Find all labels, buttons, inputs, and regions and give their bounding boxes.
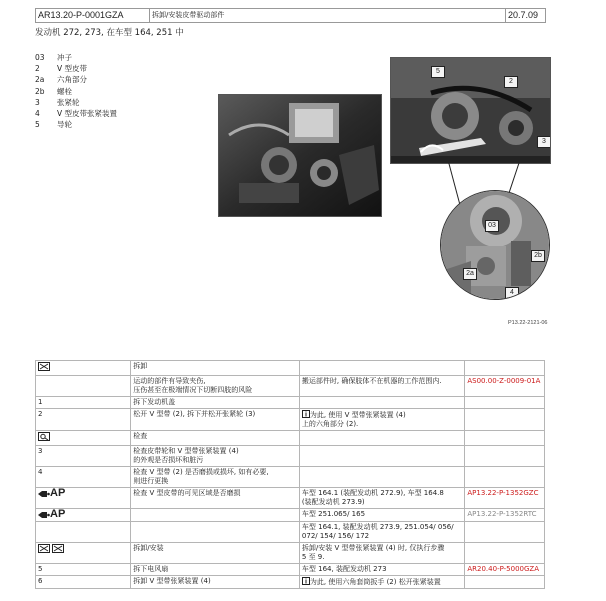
callout-2: 2 [504,76,518,88]
step-number: 3 [38,447,43,455]
tensioner-zoom-photo [440,190,550,300]
procedure-table [35,360,545,589]
note-text: 车型 164.1, 装配发动机 273.9, 251.054/ 056/ 072/ 154/ 156/ 172 [301,523,454,540]
note-text: 车型 164.1 (装配发动机 272.9), 车型 164.8 (装配发动机 273.9) [301,489,444,506]
callout-4: 4 [505,287,519,299]
callout-3: 3 [537,136,551,148]
info-icon [302,578,310,586]
table-row [36,467,545,488]
info-icon [302,411,310,419]
table-row [36,543,545,564]
ap-icon [38,490,50,498]
note-text: 车型 164, 装配发动机 273 [301,565,387,573]
table-row [36,361,545,376]
reference-link [465,397,545,409]
belt-drive-detail-photo [390,57,551,164]
reference-link [465,431,545,446]
callout-5: 5 [431,66,445,78]
step-cell [36,509,131,522]
note-text: 为此, 使用 V 型带张紧装置 (4) 上的六角部分 (2). [301,411,406,428]
legend-item: 2b 螺栓 [35,86,72,96]
note-cell [299,522,464,543]
table-row [36,431,545,446]
step-cell [36,361,131,376]
remove-install-icon [38,544,64,556]
note-cell [299,376,464,397]
note-text: 车型 251.065/ 165 [301,510,366,518]
doc-id: AR13.20-P-0001GZA [36,9,150,22]
note-cell [299,397,464,409]
removal-icon [38,362,50,374]
table-row [36,376,545,397]
note-cell [299,543,464,564]
table-row [36,576,545,589]
instruction-cell [131,522,300,543]
instruction-cell: 检查皮带轮和 V 型带张紧装置 (4) 的外观是否损坏和脏污 [131,446,300,467]
note-text: 搬运部件时, 确保肢体不在机器的工作范围内. [301,377,442,385]
instruction-cell: 运动的部件有导致夹伤, 压伤甚至在极端情况下切断四肢的风险 [131,376,300,397]
ap-badge: AP [50,508,66,520]
note-text: 为此, 使用六角套筒扳手 (2) 松开张紧装置 [309,578,441,586]
instruction-cell: 拆卸 [131,361,300,376]
callout-2b: 2b [531,250,545,262]
table-row [36,522,545,543]
figure-code: P13.22-2121-06 [508,320,548,326]
instruction-cell: 拆下发动机盖 [131,397,300,409]
note-cell [299,446,464,467]
reference-link[interactable]: AR20.40-P-5000GZA [465,564,545,576]
instruction-cell: 检查 [131,431,300,446]
step-cell [36,446,131,467]
instruction-cell: 检查 V 型皮带的可见区域是否磨损 [131,488,300,509]
note-cell [299,488,464,509]
instruction-cell: 拆卸 V 型带张紧装置 (4) [131,576,300,589]
step-cell [36,564,131,576]
table-row [36,564,545,576]
ap-icon [38,511,50,519]
step-cell [36,522,131,543]
legend-item: 2 V 型皮带 [35,64,88,74]
reference-link [465,409,545,431]
step-cell [36,397,131,409]
reference-link[interactable]: AP13.22-P-1352RTC [465,509,545,522]
callout-03: 03 [485,220,499,232]
reference-link [465,361,545,376]
doc-date: 20.7.09 [508,10,539,20]
note-cell [299,361,464,376]
note-text: 拆卸/安装 V 型带张紧装置 (4) 时, 仅执行步骤 5 至 9. [301,544,445,561]
legend-item: 4 V 型皮带张紧装置 [35,109,118,119]
callout-2a: 2a [463,268,477,280]
note-cell [299,576,464,589]
step-cell [36,467,131,488]
note-cell [299,409,464,431]
step-number: 5 [38,565,43,573]
step-number: 2 [38,410,43,418]
step-cell [36,576,131,589]
reference-link[interactable]: AS00.00-Z-0009-01A [465,376,545,397]
instruction-cell: 拆下电风扇 [131,564,300,576]
instruction-cell: 检查 V 型带 (2) 是否磨损或损坏, 如有必要, 则进行更换 [131,467,300,488]
doc-title: 拆卸/安装皮带驱动部件 [150,9,506,22]
legend-item: 5 导轮 [35,120,72,130]
step-cell [36,488,131,509]
note-cell [299,564,464,576]
engine-overview-photo [218,94,382,217]
table-row [36,446,545,467]
reference-link[interactable]: AP13.22-P-1352GZC [465,488,545,509]
step-number: 6 [38,577,43,585]
inspect-icon [38,432,50,444]
step-cell [36,376,131,397]
note-cell [299,431,464,446]
table-row [36,488,545,509]
reference-link [465,446,545,467]
table-row [36,409,545,431]
ap-badge: AP [50,487,66,499]
engine-applicability: 发动机 272, 273, 在车型 164, 251 中 [35,28,184,38]
instruction-cell: 松开 V 型带 (2), 拆下并松开张紧轮 (3) [131,409,300,431]
table-row [36,397,545,409]
reference-link [465,522,545,543]
instruction-cell: 拆卸/安装 [131,543,300,564]
legend-item: 2a 六角部分 [35,75,87,85]
step-cell [36,409,131,431]
parts-legend [35,52,117,130]
document-header [35,8,546,23]
step-number: 4 [38,468,43,476]
instruction-cell [131,509,300,522]
legend-item: 3 张紧轮 [35,97,80,107]
reference-link [465,543,545,564]
reference-link [465,576,545,589]
step-cell [36,431,131,446]
step-number: 1 [38,398,43,406]
table-row [36,509,545,522]
legend-item: 03 冲子 [35,53,72,62]
note-cell [299,509,464,522]
note-cell [299,467,464,488]
reference-link [465,467,545,488]
step-cell [36,543,131,564]
